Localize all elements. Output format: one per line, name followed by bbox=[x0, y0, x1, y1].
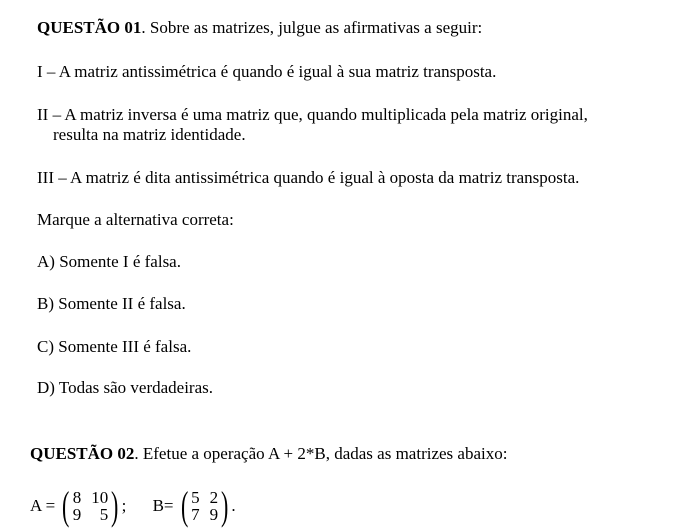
statement-2-line-2: resulta na matriz identidade. bbox=[53, 125, 246, 144]
question-2-heading bbox=[30, 444, 507, 464]
right-paren-icon: ) bbox=[111, 483, 119, 528]
matrix-b-cell: 9 bbox=[209, 505, 219, 524]
left-paren-icon: ( bbox=[180, 483, 189, 528]
question-1-intro: . Sobre as matrizes, julgue as afirmativas a seguir: bbox=[141, 18, 483, 37]
statement-3: III – A matriz é dita antissimétrica quando é igual à oposta da matriz transposta. bbox=[37, 168, 580, 187]
question-1-title: QUESTÃO 01 bbox=[37, 18, 142, 37]
statement-1: I – A matriz antissimétrica é quando é igual à sua matriz transposta. bbox=[37, 62, 497, 81]
matrices-row bbox=[30, 483, 236, 528]
matrix-a-cell: 8 bbox=[72, 488, 82, 507]
matrix-b bbox=[178, 483, 232, 528]
question-2-intro: . Efetue a operação A + 2*B, dadas as matrizes abaixo: bbox=[134, 444, 508, 463]
option-d[interactable]: D) Todas são verdadeiras. bbox=[37, 378, 213, 397]
matrix-b-cell: 7 bbox=[191, 505, 200, 524]
matrix-b-label: B= bbox=[152, 496, 174, 515]
matrix-b-cell: 2 bbox=[209, 488, 219, 507]
right-paren-icon: ) bbox=[221, 483, 229, 528]
question-2-title: QUESTÃO 02 bbox=[30, 444, 135, 463]
matrix-a-cell: 9 bbox=[72, 505, 82, 524]
matrix-a-cell: 10 bbox=[91, 488, 109, 507]
matrix-a-label: A = bbox=[30, 496, 56, 515]
matrix-a-cell: 5 bbox=[99, 505, 109, 524]
option-c[interactable]: C) Somente III é falsa. bbox=[37, 337, 192, 356]
left-paren-icon: ( bbox=[62, 483, 70, 528]
matrix-b-cell: 5 bbox=[191, 488, 200, 507]
matrix-b-separator: . bbox=[231, 496, 236, 515]
question-1-heading bbox=[37, 18, 482, 38]
option-a[interactable]: A) Somente I é falsa. bbox=[37, 252, 181, 271]
matrix-a-separator: ; bbox=[121, 496, 127, 515]
statement-2-line-1: II – A matriz inversa é uma matriz que, quando multiplicada pela matriz original, bbox=[37, 105, 588, 124]
answer-prompt: Marque a alternativa correta: bbox=[37, 210, 234, 229]
option-b[interactable]: B) Somente II é falsa. bbox=[37, 294, 186, 313]
matrix-a bbox=[59, 483, 121, 528]
